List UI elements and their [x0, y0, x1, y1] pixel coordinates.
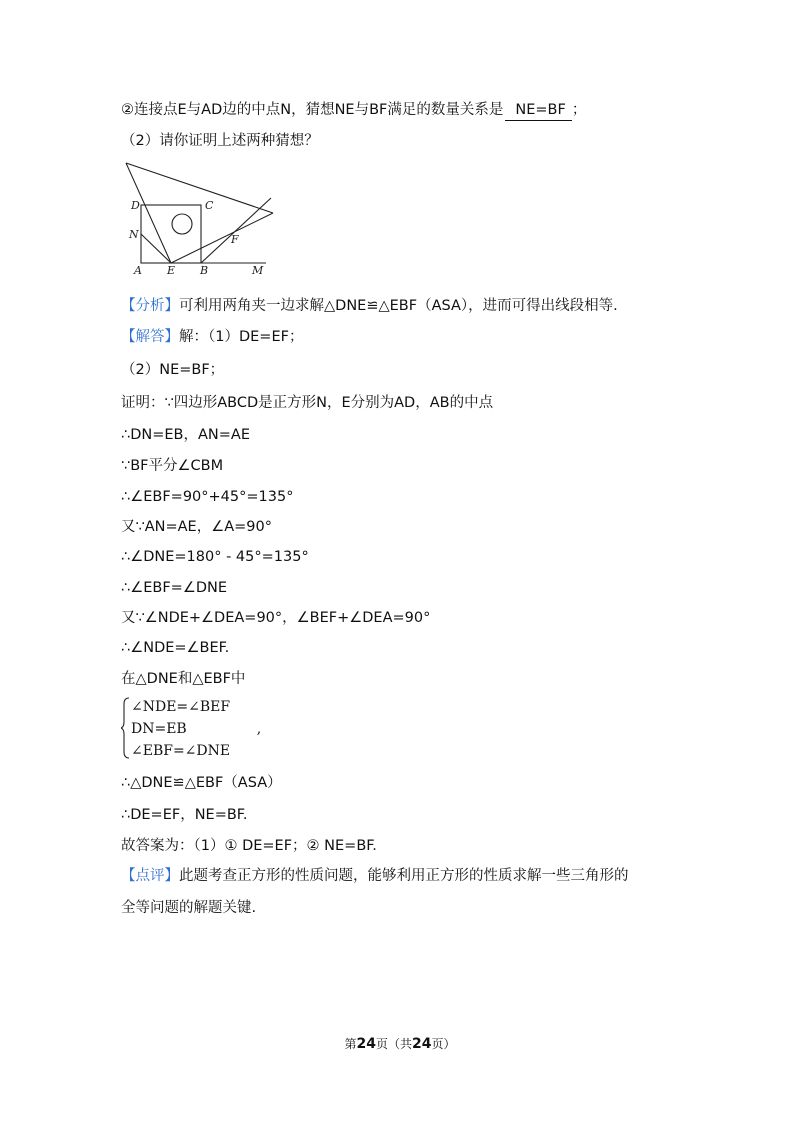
- label-n: N: [129, 228, 139, 241]
- question-end: ；: [571, 102, 587, 118]
- proof-line-4: ∴DN=EB，AN=AE: [121, 427, 250, 443]
- square-abcd: [141, 205, 201, 263]
- footer-suffix: 页）: [431, 1037, 456, 1051]
- solution-line: [121, 327, 303, 347]
- proof-line-3: 证明：∵四边形ABCD是正方形N，E分别为AD，AB的中点: [121, 395, 494, 411]
- system-row-2: [131, 720, 261, 738]
- footer-mid: 页（共: [375, 1037, 412, 1051]
- analysis-tag: 【分析】: [121, 298, 179, 314]
- system-row-1: ∠NDE=∠BEF: [131, 699, 231, 715]
- system-row-2-text: DN=EB: [131, 721, 187, 737]
- inner-circle: [172, 214, 192, 234]
- footer-total-pages: 24: [412, 1036, 432, 1052]
- proof-line-8: ∴∠DNE=180° - 45°=135°: [121, 549, 309, 565]
- part-2-prompt: （2）请你证明上述两种猜想？: [121, 133, 319, 149]
- proof-line-7: 又∵AN=AE，∠A=90°: [121, 519, 272, 535]
- answer-blank: NE=BF: [505, 100, 571, 121]
- equation-system: [121, 696, 281, 760]
- proof-line-5: ∵BF平分∠CBM: [121, 458, 224, 474]
- analysis-text: 可利用两角夹一边求解△DNE≌△EBF（ASA），进而可得出线段相等.: [179, 298, 618, 314]
- big-triangle-right: [171, 213, 273, 263]
- proof-line-14: ∴DE=EF，NE=BF.: [121, 807, 248, 823]
- label-b: B: [200, 264, 209, 277]
- proof-line-10: 又∵∠NDE+∠DEA=90°，∠BEF+∠DEA=90°: [121, 610, 431, 626]
- proof-line-12: 在△DNE和△EBF中: [121, 671, 246, 687]
- comment-text: 此题考查正方形的性质问题，能够利用正方形的性质求解一些三角形的: [179, 868, 629, 884]
- label-c: C: [205, 199, 214, 212]
- proof-line-13: ∴△DNE≌△EBF（ASA）: [121, 775, 282, 791]
- solution-tag: 【解答】: [121, 329, 179, 345]
- label-d: D: [131, 199, 140, 212]
- comment-line: [121, 866, 629, 886]
- analysis-line: [121, 296, 618, 316]
- proof-line-6: ∴∠EBF=90°+45°=135°: [121, 489, 294, 505]
- proof-line-11: ∴∠NDE=∠BEF.: [121, 640, 230, 656]
- footer-prefix: 第: [344, 1037, 357, 1051]
- answer-summary: 故答案为：（1）① DE=EF；② NE=BF.: [121, 838, 377, 854]
- label-m: M: [252, 264, 264, 277]
- label-a: A: [134, 264, 142, 277]
- left-brace: [121, 696, 131, 760]
- label-f: F: [231, 233, 239, 246]
- label-e: E: [167, 264, 176, 277]
- proof-line-2: （2）NE=BF；: [121, 362, 225, 378]
- footer-page-number: 24: [356, 1036, 376, 1052]
- big-triangle-left: [126, 163, 171, 263]
- proof-line-9: ∴∠EBF=∠DNE: [121, 580, 227, 596]
- question-text: ②连接点E与AD边的中点N，猜想NE与BF满足的数量关系是: [121, 102, 504, 118]
- comment-tag: 【点评】: [121, 868, 179, 884]
- solution-text: 解：（1）DE=EF；: [179, 329, 304, 345]
- line-n-e: [141, 234, 171, 263]
- question-2-line: [121, 100, 586, 121]
- comment-line-2: 全等问题的解题关键.: [121, 900, 257, 916]
- page-footer: [0, 1035, 800, 1052]
- system-row-2-comma: ,: [256, 721, 262, 737]
- system-row-3: ∠EBF=∠DNE: [131, 743, 231, 759]
- geometry-figure: [121, 160, 281, 278]
